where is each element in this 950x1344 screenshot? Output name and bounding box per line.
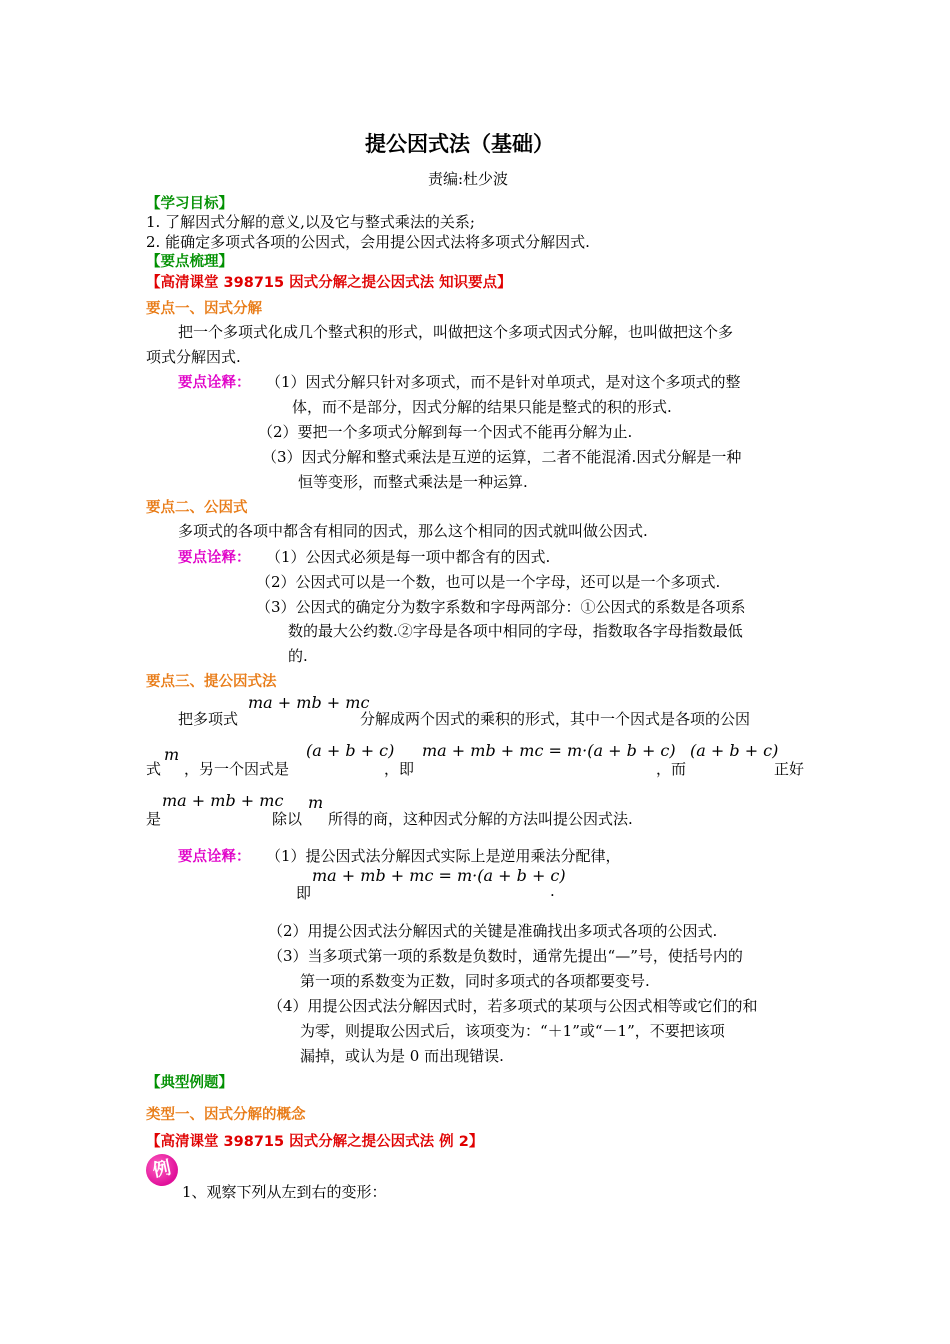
- point-3-explain-4a: （4）用提公因式法分解因式时，若多项式的某项与公因式相等或它们的和: [268, 997, 758, 1015]
- goal-1: 1. 了解因式分解的意义,以及它与整式乘法的关系;: [146, 213, 475, 231]
- doc-title: 提公因式法（基础）: [365, 131, 554, 156]
- formula-abc-1: (a + b + c): [306, 741, 395, 760]
- point-2-explain-3a: （3）公因式的确定分为数字系数和字母两部分：①公因式的系数是各项系: [256, 598, 746, 616]
- point-1-explain-2: （2）要把一个多项式分解到每一个因式不能再分解为止.: [258, 423, 633, 441]
- point-3-line2-text-a: 式: [146, 760, 162, 778]
- points-header: 【要点梳理】: [146, 254, 233, 270]
- point-2-title: 要点二、公因式: [146, 500, 248, 516]
- goal-2: 2. 能确定多项式各项的公因式，会用提公因式法将多项式分解因式.: [146, 233, 590, 251]
- point-1-explain-1b: 体，而不是部分，因式分解的结果只能是整式的积的形式.: [292, 398, 672, 416]
- examples-header: 【典型例题】: [146, 1075, 233, 1091]
- point-1-explain-label: 要点诠释：: [178, 375, 251, 391]
- hd-class-link-2[interactable]: 【高清课堂 398715 因式分解之提公因式法 例 2】: [146, 1134, 484, 1150]
- example-badge-icon: 例: [143, 1151, 181, 1189]
- point-3-explain-3a: （3）当多项式第一项的系数是负数时，通常先提出“—”号，使括号内的: [268, 947, 743, 965]
- point-2-explain-1: （1）公因式必须是每一项中都含有的因式.: [266, 548, 551, 566]
- type-1-title: 类型一、因式分解的概念: [146, 1107, 306, 1123]
- point-1-explain-3b: 恒等变形，而整式乘法是一种运算.: [298, 473, 528, 491]
- point-3-line3-text-b: 除以: [272, 810, 303, 828]
- formula-equation-1: ma + mb + mc = m·(a + b + c): [422, 741, 676, 760]
- point-3-line1-text-a: 把多项式: [178, 710, 239, 728]
- question-1: 1、观察下列从左到右的变形：: [182, 1183, 387, 1201]
- point-1-text-a: 把一个多项式化成几个整式积的形式，叫做把这个多项式因式分解，也叫做把这个多: [178, 323, 734, 341]
- point-3-line2-text-c: ，即: [384, 760, 415, 778]
- editor-credit: 责编:杜少波: [428, 170, 509, 188]
- point-3-line2-text-b: ，另一个因式是: [184, 760, 290, 778]
- point-3-explain-1-dot: .: [550, 882, 555, 900]
- point-3-line2-text-e: 正好: [774, 760, 805, 778]
- point-1-explain-1a: （1）因式分解只针对多项式，而不是针对单项式，是对这个多项式的整: [266, 373, 741, 391]
- formula-poly-2: ma + mb + mc: [162, 791, 284, 810]
- point-3-title: 要点三、提公因式法: [146, 674, 277, 690]
- point-3-line2-text-d: ，而: [656, 760, 687, 778]
- point-1-title: 要点一、因式分解: [146, 301, 262, 317]
- point-3-line3-text-c: 所得的商，这种因式分解的方法叫提公因式法.: [328, 810, 633, 828]
- point-1-explain-3a: （3）因式分解和整式乘法是互逆的运算，二者不能混淆.因式分解是一种: [262, 448, 742, 466]
- formula-m-1: m: [164, 745, 180, 764]
- point-3-explain-label: 要点诠释：: [178, 849, 251, 865]
- point-3-explain-1-ji: 即: [296, 884, 312, 902]
- point-2-explain-2: （2）公因式可以是一个数，也可以是一个字母，还可以是一个多项式.: [256, 573, 721, 591]
- point-3-explain-2: （2）用提公因式法分解因式的关键是准确找出多项式各项的公因式.: [268, 922, 718, 940]
- point-3-explain-3b: 第一项的系数变为正数，同时多项式的各项都要变号.: [300, 972, 650, 990]
- point-3-explain-4b: 为零，则提取公因式后，该项变为：“＋1”或“－1”，不要把该项: [300, 1022, 725, 1040]
- formula-equation-2: ma + mb + mc = m·(a + b + c): [312, 866, 566, 885]
- point-3-line3-text-a: 是: [146, 810, 162, 828]
- formula-poly-1: ma + mb + mc: [248, 693, 370, 712]
- point-2-explain-label: 要点诠释：: [178, 550, 251, 566]
- point-3-explain-4c: 漏掉，或认为是 0 而出现错误.: [300, 1047, 504, 1065]
- point-2-text: 多项式的各项中都含有相同的因式，那么这个相同的因式就叫做公因式.: [178, 522, 648, 540]
- point-2-explain-3b: 数的最大公约数.②字母是各项中相同的字母，指数取各字母指数最低: [288, 622, 743, 640]
- point-3-explain-1: （1）提公因式法分解因式实际上是逆用乘法分配律，: [266, 847, 621, 865]
- point-3-line1-text-b: 分解成两个因式的乘积的形式，其中一个因式是各项的公因: [360, 710, 751, 728]
- formula-abc-2: (a + b + c): [690, 741, 779, 760]
- point-2-explain-3c: 的.: [288, 647, 308, 665]
- hd-class-link-1[interactable]: 【高清课堂 398715 因式分解之提公因式法 知识要点】: [146, 275, 512, 291]
- point-1-text-b: 项式分解因式.: [146, 348, 241, 366]
- goals-header: 【学习目标】: [146, 196, 233, 212]
- formula-m-2: m: [308, 793, 324, 812]
